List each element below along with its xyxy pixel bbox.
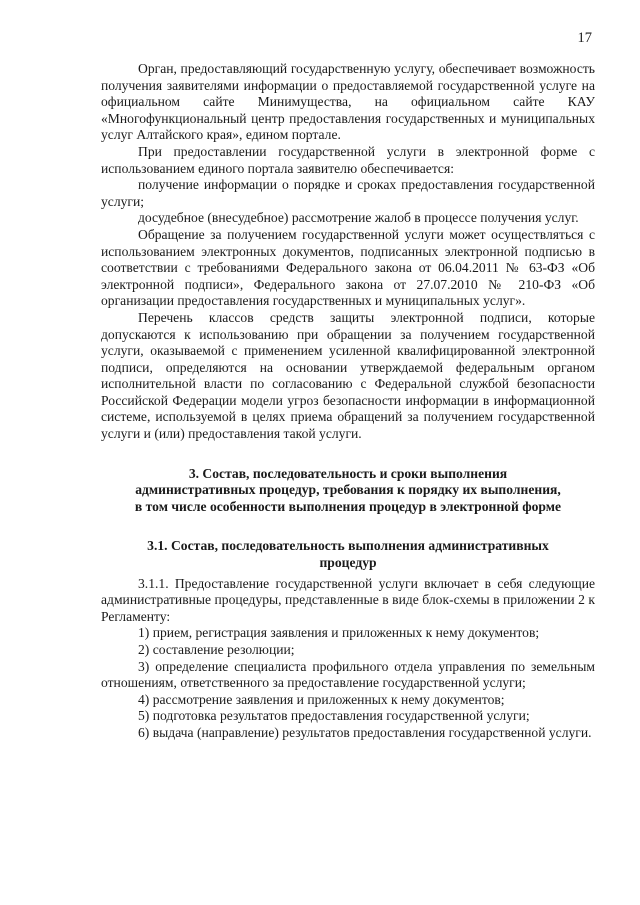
- section-3-1-title-line-1: 3.1. Состав, последовательность выполнения административных: [147, 538, 549, 554]
- list-item: 3) определение специалиста профильного отдела управления по земельным отношениям, ответственного за предоставление государственной услуги;: [101, 658, 595, 691]
- list-item: 6) выдача (направление) результатов предоставления государственной услуги.: [138, 724, 592, 740]
- list-item: 1) прием, регистрация заявления и приложенных к нему документов;: [138, 625, 540, 641]
- paragraph-signature-protection: Перечень классов средств защиты электронной подписи, которые допускаются к использованию при обращении за получением государственной услуги, оказываемой с применением усиленной квалифицированной электронной подписи, определяются на основании утверждаемой федеральным органом исполнительной власти по согласованию с Федеральной службой безопасности Российской Федерации модели угроз безопасности информации в информационной системе, используемой в целях приема обращений за получением государственной услуги и (или) предоставления такой услуги.: [101, 309, 595, 442]
- paragraph-info-terms: получение информации о порядке и сроках предоставления государственной услуги;: [101, 177, 595, 209]
- section-3-1-heading: [101, 538, 595, 571]
- paragraph-electronic-form: При предоставлении государственной услуги в электронной форме с использованием единого портала заявителю обеспечивается:: [101, 143, 595, 176]
- list-item: 5) подготовка результатов предоставления государственной услуги;: [138, 708, 530, 724]
- document-body: [101, 61, 595, 742]
- section-3-title-line-3: в том числе особенности выполнения процедур в электронной форме: [134, 498, 562, 514]
- section-3-title-line-1: 3. Состав, последовательность и сроки выполнения: [188, 465, 508, 481]
- paragraph-portal-info: Орган, предоставляющий государственную услугу, обеспечивает возможность получения заявителями информации о предоставляемой государственной услуге на официальном сайте Минимущества, на официальном сайте КАУ «Многофункциональный центр предоставления государственных и муниципальных услуг Алтайского края», едином портале.: [101, 61, 595, 143]
- paragraph-3-1-1: 3.1.1. Предоставление государственной услуги включает в себя следующие административные процедуры, представленные в виде блок-схемы в приложении 2 к Регламенту:: [101, 575, 595, 624]
- paragraph-electronic-documents: Обращение за получением государственной услуги может осуществляться с использованием электронных документов, подписанных электронной подписью в соответствии с требованиями Федерального закона от 06.04.2011 № 63-ФЗ «Об электронной подписи», Федерального закона от 27.07.2010 № 210-ФЗ «Об организации предоставления государственных и муниципальных услуг».: [101, 226, 595, 309]
- list-item: 4) рассмотрение заявления и приложенных к нему документов;: [138, 691, 505, 707]
- section-3-1-title-line-2: процедур: [319, 555, 377, 571]
- section-3-title-line-2: административных процедур, требования к порядку их выполнения,: [135, 482, 561, 498]
- list-item: 2) составление резолюции;: [138, 642, 295, 657]
- page-number: 17: [577, 30, 592, 46]
- paragraph-complaints: досудебное (внесудебное) рассмотрение жалоб в процессе получения услуг.: [138, 210, 579, 226]
- section-3-heading: [101, 466, 595, 516]
